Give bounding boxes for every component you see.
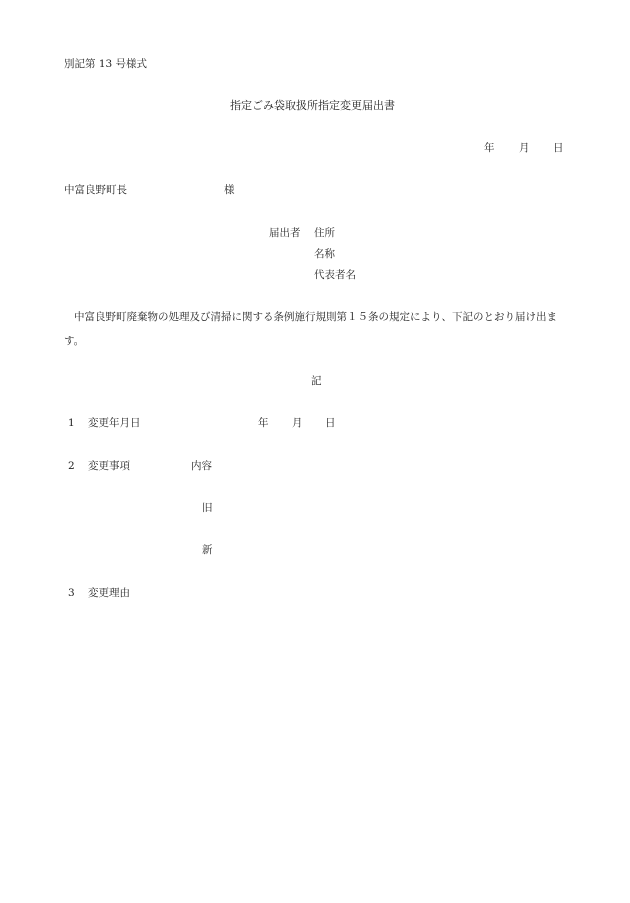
date-year: 年 — [484, 142, 495, 154]
item-1-month: 月 — [292, 417, 303, 429]
item-3-number: 3 — [68, 587, 75, 599]
body-text: 中富良野町廃棄物の処理及び清掃に関する条例施行規則第１５条の規定により、下記のとおり届け出ます。 — [64, 311, 557, 347]
addressee-honorific: 様 — [224, 184, 235, 196]
form-id: 別記第 13 号様式 — [64, 58, 148, 70]
applicant-name-label: 名称 — [314, 248, 335, 260]
note-heading: 記 — [311, 375, 322, 387]
document-title: 指定ごみ袋取扱所指定変更届出書 — [230, 99, 395, 112]
item-1-day: 日 — [325, 417, 336, 429]
item-3-label: 変更理由 — [88, 587, 130, 599]
date-day: 日 — [553, 142, 564, 154]
item-1-number: 1 — [68, 417, 75, 429]
item-2-content-label: 内容 — [191, 460, 212, 472]
applicant-representative-label: 代表者名 — [314, 269, 356, 281]
addressee-name: 中富良野町長 — [64, 184, 127, 196]
item-2-label: 変更事項 — [88, 460, 130, 472]
applicant-label: 届出者 — [269, 227, 301, 239]
date-month: 月 — [519, 142, 530, 154]
item-1-label: 変更年月日 — [88, 417, 141, 429]
item-2-new-label: 新 — [202, 544, 213, 556]
applicant-address-label: 住所 — [314, 227, 335, 239]
item-2-number: 2 — [68, 460, 75, 472]
item-1-year: 年 — [258, 417, 269, 429]
item-2-old-label: 旧 — [202, 502, 213, 514]
